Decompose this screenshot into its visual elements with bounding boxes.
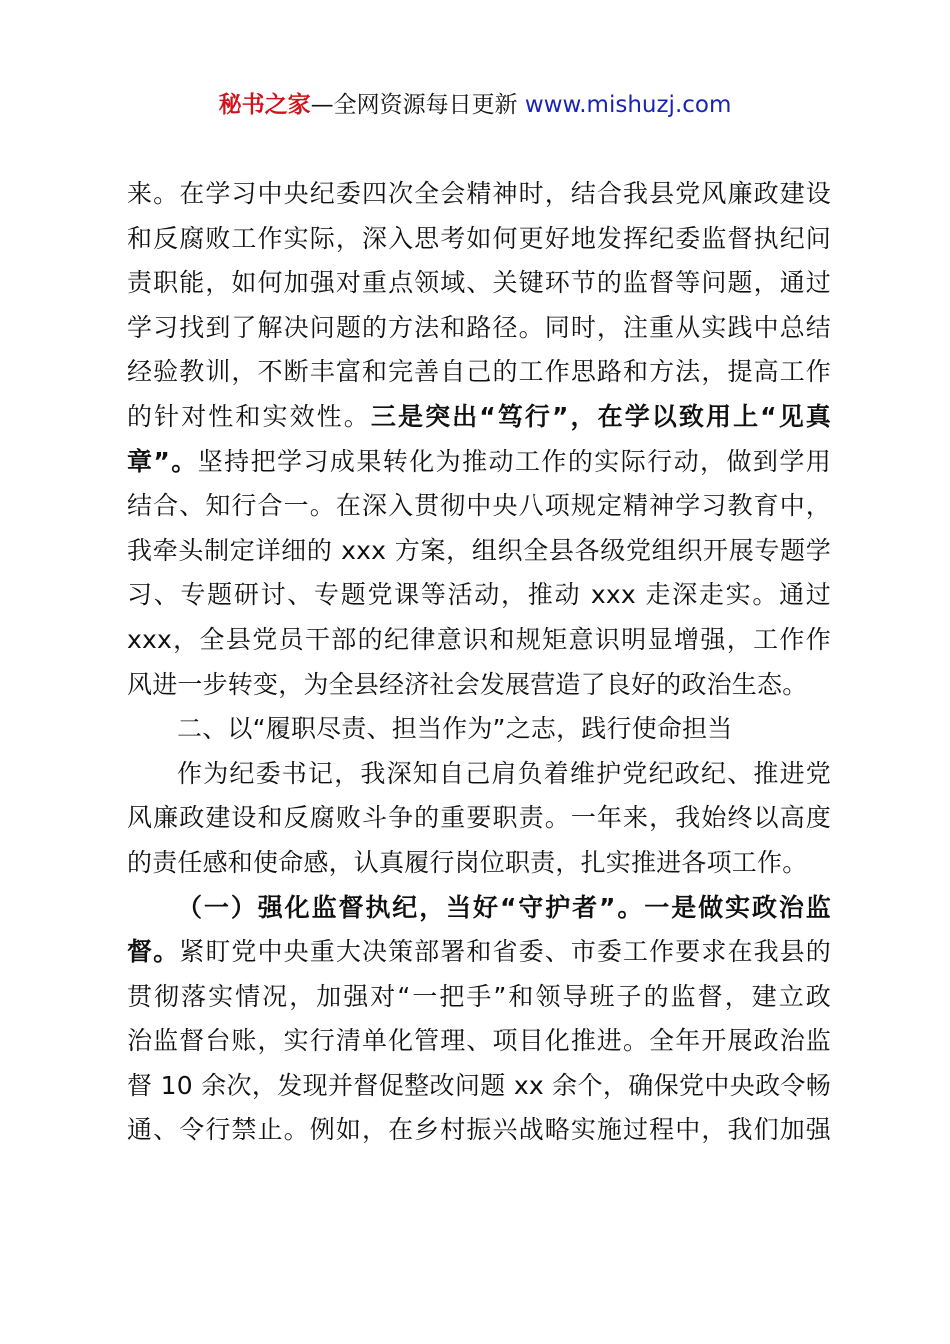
text-line: 作为纪委书记，我深知自己肩负着维护党纪政纪、推进党 [177,758,831,788]
text-line: xxx，全县党员干部的纪律意识和规矩意识明显增强，工作作 [127,624,831,654]
text-line: 章”。坚持把学习成果转化为推动工作的实际行动，做到学用 [127,446,831,476]
brand-name: 秘书之家 [218,92,311,118]
document-body [127,172,831,1153]
section-heading: 二、以“履职尽责、担当作为”之志，践行使命担当 [177,714,733,744]
text-line: 的责任感和使命感，认真履行岗位职责，扎实推进各项工作。 [127,847,808,877]
text-line: 习、专题研讨、专题党课等活动，推动 xxx 走深走实。通过 [127,580,831,610]
text-line: 通、令行禁止。例如，在乡村振兴战略实施过程中，我们加强 [127,1115,831,1145]
text-line: 风廉政建设和反腐败斗争的重要职责。一年来，我始终以高度 [127,803,831,833]
page-header [0,88,950,122]
text-line: 结合、知行合一。在深入贯彻中央八项规定精神学习教育中， [127,491,831,521]
website-link[interactable]: www.mishuzj.com [524,92,732,118]
text-line: 和反腐败工作实际，深入思考如何更好地发挥纪委监督执纪问 [127,223,831,253]
text-line: 我牵头制定详细的 xxx 方案，组织全县各级党组织开展专题学 [127,535,831,565]
header-tagline: —全网资源每日更新 [310,92,525,118]
text-line: 来。在学习中央纪委四次全会精神时，结合我县党风廉政建设 [127,179,831,208]
text-line: 经验教训，不断丰富和完善自己的工作思路和方法，提高工作 [127,357,831,387]
text-line: 风进一步转变，为全县经济社会发展营造了良好的政治生态。 [127,669,808,699]
text-line: 的针对性和实效性。三是突出“笃行”，在学以致用上“见真 [127,401,831,431]
text-line: 督。紧盯党中央重大决策部署和省委、市委工作要求在我县的 [127,937,831,967]
bold-heading: 三是突出“笃行”，在学以致用上“见真 [370,401,831,431]
text-line: 责职能，如何加强对重点领域、关键环节的监督等问题，通过 [127,268,831,298]
bold-heading: 督。 [127,937,180,967]
text-line: 贯彻落实情况，加强对“一把手”和领导班子的监督，建立政 [127,981,831,1011]
text-line: 治监督台账，实行清单化管理、项目化推进。全年开展政治监 [127,1026,831,1056]
bold-heading: 章”。 [127,446,198,476]
subsection-heading: （一）强化监督执纪，当好“守护者”。一是做实政治监 [177,892,831,922]
text-line: 学习找到了解决问题的方法和路径。同时，注重从实践中总结 [127,312,831,342]
text-line: 督 10 余次，发现并督促整改问题 xx 余个，确保党中央政令畅 [127,1070,831,1100]
